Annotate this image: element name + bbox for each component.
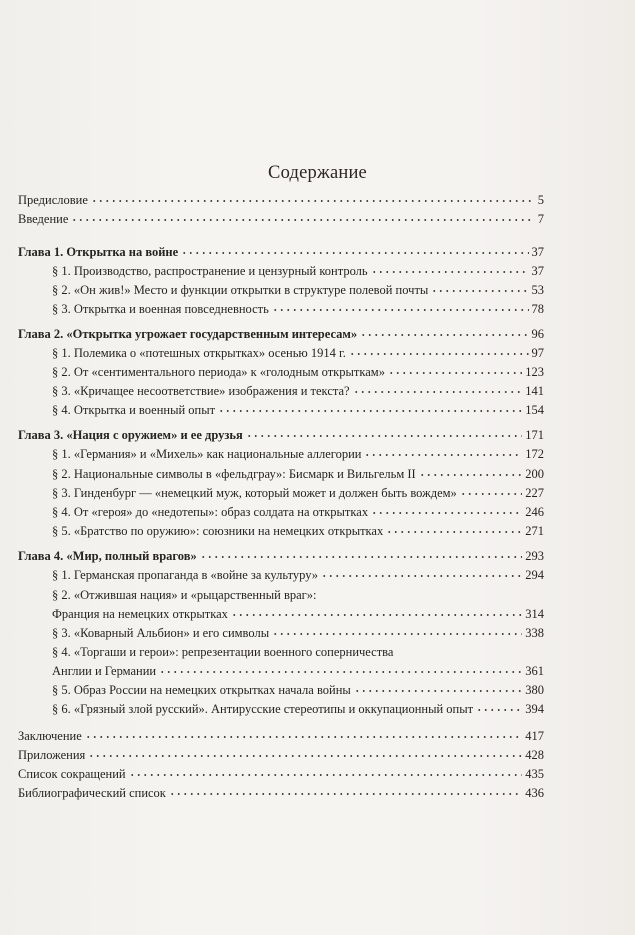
toc-page-number: 380 [525, 683, 544, 697]
toc-page-number: 7 [537, 212, 544, 226]
toc-section-entry [52, 700, 544, 719]
toc-page-number: 78 [531, 302, 544, 316]
toc-entry-title: § 1. Производство, распространение и цензурный контроль [52, 264, 368, 278]
toc-entry-title: § 3. Открытка и военная повседневность [52, 302, 269, 316]
toc-section-entry [52, 262, 544, 281]
toc-entry-title: § 4. Открытка и военный опыт [52, 403, 216, 417]
toc-entry-title: § 2. «Отжившая нация» и «рыцарственный враг»: [52, 588, 317, 602]
toc-page-number: 171 [525, 428, 544, 442]
toc-section-entry [52, 624, 544, 643]
toc-section-entry [52, 484, 544, 503]
dot-leader [159, 667, 522, 677]
toc-section-entry [52, 465, 544, 484]
toc-page-number: 436 [525, 786, 544, 800]
toc-section-entry [52, 662, 544, 681]
toc-section-entry [52, 382, 544, 401]
dot-leader [386, 527, 522, 537]
toc-entry-title: Глава 4. «Мир, полный врагов» [18, 549, 197, 563]
toc-page-number: 53 [531, 283, 544, 297]
toc-page-number: 123 [525, 365, 544, 379]
toc-chapter-entry [18, 547, 544, 566]
toc-entry-title: Заключение [18, 729, 82, 743]
toc-entry-title: § 3. Гинденбург — «немецкий муж, который может и должен быть вождем» [52, 486, 457, 500]
toc-chapter-entry [18, 325, 544, 344]
dot-leader [388, 368, 522, 378]
toc-page-number: 294 [525, 568, 544, 582]
toc-section-entry [52, 566, 544, 585]
dot-leader [246, 431, 523, 441]
toc-section-entry [52, 643, 393, 662]
toc-entry-title: § 1. Полемика о «потешных открытках» осенью 1914 г. [52, 346, 346, 360]
dot-leader [431, 286, 528, 296]
dot-leader [371, 508, 522, 518]
toc-section-entry [52, 281, 544, 300]
dot-leader [272, 629, 522, 639]
toc-entry [18, 727, 544, 746]
toc-entry-title: § 1. Германская пропаганда в «войне за культуру» [52, 568, 319, 582]
toc-page-number: 227 [525, 486, 544, 500]
dot-leader [460, 489, 522, 499]
dot-leader [91, 196, 535, 206]
toc-page-number: 37 [531, 264, 544, 278]
toc-section-entry [52, 522, 544, 541]
toc-entry-title: § 3. «Коварный Альбион» и его символы [52, 626, 270, 640]
toc-entry-title: Англии и Германии [52, 664, 157, 678]
dot-leader [360, 330, 528, 340]
toc-page-number: 271 [525, 524, 544, 538]
toc-entry-title: Глава 3. «Нация с оружием» и ее друзья [18, 428, 243, 442]
toc-section-entry [52, 300, 544, 319]
toc-entry-title: Предисловие [18, 193, 88, 207]
dot-leader [129, 770, 523, 780]
toc-entry-title: Список сокращений [18, 767, 126, 781]
dot-leader [371, 267, 529, 277]
toc-page-number: 394 [525, 702, 544, 716]
dot-leader [272, 305, 529, 315]
toc-entry-title: Глава 1. Открытка на войне [18, 245, 179, 259]
toc-entry [18, 210, 544, 229]
toc-chapter-entry [18, 243, 544, 262]
toc-page-number: 154 [525, 403, 544, 417]
toc-entry [18, 191, 544, 210]
dot-leader [419, 470, 523, 480]
toc-entry-title: § 5. «Братство по оружию»: союзники на немецких открытках [52, 524, 384, 538]
toc-page-number: 97 [531, 346, 544, 360]
dot-leader [353, 387, 523, 397]
toc-section-entry [52, 401, 544, 420]
toc-page-number: 435 [525, 767, 544, 781]
dot-leader [354, 686, 522, 696]
page-title: Содержание [268, 163, 367, 183]
toc-entry-title: § 2. От «сентиментального периода» к «голодным открыткам» [52, 365, 385, 379]
toc-page-number: 5 [537, 193, 544, 207]
toc-page-number: 293 [525, 549, 544, 563]
toc-entry-title: Введение [18, 212, 69, 226]
toc-page-number: 141 [525, 384, 544, 398]
dot-leader [349, 349, 529, 359]
toc-page-number: 246 [525, 505, 544, 519]
toc-page-number: 96 [531, 327, 544, 341]
toc-entry-title: § 4. «Торгаши и герои»: репрезентации военного соперничества [52, 645, 394, 659]
toc-entry-title: § 3. «Кричащее несоответствие» изображения и текста? [52, 384, 350, 398]
toc-page-number: 172 [525, 447, 544, 461]
toc-page-number: 314 [525, 607, 544, 621]
dot-leader [85, 732, 523, 742]
toc-entry-title: Библиографический список [18, 786, 166, 800]
toc-page-number: 338 [525, 626, 544, 640]
toc-entry-title: § 5. Образ России на немецких открытках начала войны [52, 683, 351, 697]
toc-section-entry [52, 363, 544, 382]
toc-entry [18, 746, 544, 765]
toc-page-number: 428 [525, 748, 544, 762]
toc-entry-title: § 1. «Германия» и «Михель» как национальные аллегории [52, 447, 362, 461]
dot-leader [169, 789, 522, 799]
toc-page-number: 200 [525, 467, 544, 481]
toc-page-number: 361 [525, 664, 544, 678]
dot-leader [200, 552, 523, 562]
dot-leader [321, 571, 522, 581]
toc-section-entry [52, 605, 544, 624]
toc-entry-title: § 2. «Он жив!» Место и функции открытки в структуре полевой почты [52, 283, 429, 297]
toc-section-entry [52, 344, 544, 363]
dot-leader [364, 450, 522, 460]
toc-entry-title: Приложения [18, 748, 86, 762]
toc-entry [18, 784, 544, 803]
toc-section-entry [52, 503, 544, 522]
toc-entry-title: Франция на немецких открытках [52, 607, 228, 621]
toc-page-number: 37 [531, 245, 544, 259]
toc-entry-title: § 6. «Грязный злой русский». Антирусские стереотипы и оккупационный опыт [52, 702, 474, 716]
toc-section-entry [52, 586, 317, 605]
toc-entry-title: Глава 2. «Открытка угрожает государственным интересам» [18, 327, 358, 341]
dot-leader [181, 248, 528, 258]
toc-chapter-entry [18, 426, 544, 445]
toc-entry [18, 765, 544, 784]
toc-entry-title: § 4. От «героя» до «недотепы»: образ солдата на открытках [52, 505, 369, 519]
dot-leader [71, 215, 534, 225]
dot-leader [476, 705, 522, 715]
toc-section-entry [52, 445, 544, 464]
toc-section-entry [52, 681, 544, 700]
dot-leader [231, 610, 522, 620]
dot-leader [218, 406, 522, 416]
toc-page-number: 417 [525, 729, 544, 743]
toc-entry-title: § 2. Национальные символы в «фельдграу»: Бисмарк и Вильгельм II [52, 467, 416, 481]
dot-leader [88, 751, 522, 761]
